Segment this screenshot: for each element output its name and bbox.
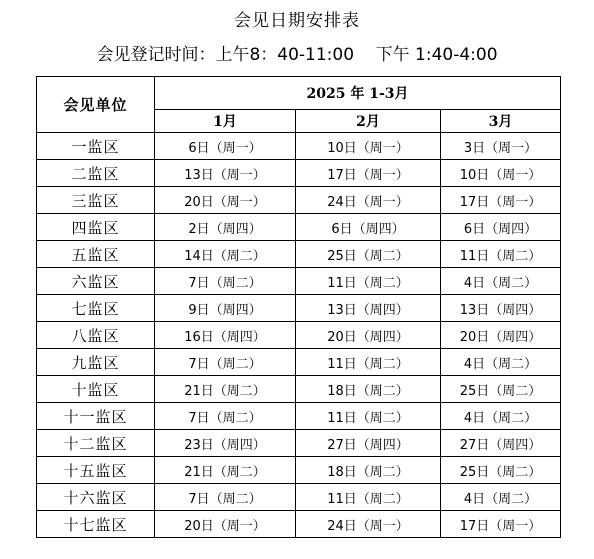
unit-column-header: 会见单位: [37, 77, 155, 133]
february-date-cell: 10日（周一）: [296, 133, 441, 160]
february-date-cell: 24日（周一）: [296, 187, 441, 214]
january-date-cell: 6日（周一）: [155, 133, 296, 160]
february-date-cell: 18日（周二）: [296, 376, 441, 403]
month-header-jan: 1月: [155, 109, 296, 132]
unit-cell: 四监区: [37, 214, 155, 241]
january-date-cell: 20日（周一）: [155, 187, 296, 214]
january-date-cell: 13日（周一）: [155, 160, 296, 187]
february-date-cell: 24日（周一）: [296, 511, 441, 538]
unit-cell: 二监区: [37, 160, 155, 187]
march-date-cell: 17日（周一）: [441, 511, 561, 538]
schedule-rows: [37, 133, 561, 538]
table-row: [37, 457, 561, 484]
unit-cell: 十六监区: [37, 484, 155, 511]
january-date-cell: 21日（周二）: [155, 457, 296, 484]
table-row: [37, 268, 561, 295]
march-date-cell: 4日（周二）: [441, 349, 561, 376]
unit-cell: 六监区: [37, 268, 155, 295]
table-row: [37, 376, 561, 403]
january-date-cell: 7日（周二）: [155, 349, 296, 376]
period-header: 2025 年 1-3月: [155, 77, 561, 110]
january-date-cell: 14日（周二）: [155, 241, 296, 268]
march-date-cell: 20日（周四）: [441, 322, 561, 349]
unit-cell: 三监区: [37, 187, 155, 214]
month-header-feb: 2月: [296, 109, 441, 132]
february-date-cell: 11日（周二）: [296, 403, 441, 430]
january-date-cell: 7日（周二）: [155, 403, 296, 430]
unit-cell: 十五监区: [37, 457, 155, 484]
table-row: [37, 160, 561, 187]
february-date-cell: 25日（周二）: [296, 241, 441, 268]
february-date-cell: 6日（周四）: [296, 214, 441, 241]
february-date-cell: 27日（周四）: [296, 430, 441, 457]
march-date-cell: 11日（周二）: [441, 241, 561, 268]
january-date-cell: 21日（周二）: [155, 376, 296, 403]
march-date-cell: 4日（周二）: [441, 403, 561, 430]
january-date-cell: 23日（周四）: [155, 430, 296, 457]
table-row: [37, 430, 561, 457]
march-date-cell: 13日（周四）: [441, 295, 561, 322]
unit-cell: 十七监区: [37, 511, 155, 538]
february-date-cell: 11日（周二）: [296, 349, 441, 376]
page-title: 会见日期安排表: [234, 11, 360, 31]
march-date-cell: 25日（周二）: [441, 376, 561, 403]
unit-cell: 五监区: [37, 241, 155, 268]
march-date-cell: 3日（周一）: [441, 133, 561, 160]
unit-cell: 八监区: [37, 322, 155, 349]
january-date-cell: 20日（周一）: [155, 511, 296, 538]
unit-cell: 一监区: [37, 133, 155, 160]
february-date-cell: 18日（周二）: [296, 457, 441, 484]
march-date-cell: 6日（周四）: [441, 214, 561, 241]
january-date-cell: 7日（周二）: [155, 484, 296, 511]
table-row: [37, 187, 561, 214]
march-date-cell: 10日（周一）: [441, 160, 561, 187]
schedule-table: [36, 76, 561, 538]
february-date-cell: 20日（周四）: [296, 322, 441, 349]
table-row: [37, 349, 561, 376]
unit-cell: 九监区: [37, 349, 155, 376]
table-row: [37, 484, 561, 511]
march-date-cell: 4日（周二）: [441, 484, 561, 511]
table-row: [37, 322, 561, 349]
table-row: [37, 403, 561, 430]
march-date-cell: 4日（周二）: [441, 268, 561, 295]
january-date-cell: 2日（周四）: [155, 214, 296, 241]
march-date-cell: 17日（周一）: [441, 187, 561, 214]
table-row: [37, 241, 561, 268]
february-date-cell: 17日（周一）: [296, 160, 441, 187]
table-row: [37, 214, 561, 241]
january-date-cell: 16日（周四）: [155, 322, 296, 349]
table-row: [37, 295, 561, 322]
february-date-cell: 11日（周二）: [296, 268, 441, 295]
table-row: [37, 511, 561, 538]
january-date-cell: 7日（周二）: [155, 268, 296, 295]
february-date-cell: 13日（周四）: [296, 295, 441, 322]
table-header-row: [37, 77, 561, 110]
table-row: [37, 133, 561, 160]
march-date-cell: 27日（周四）: [441, 430, 561, 457]
registration-hours: 会见登记时间：上午8：40-11:00 下午 1:40-4:00: [96, 45, 498, 65]
unit-cell: 十二监区: [37, 430, 155, 457]
month-header-mar: 3月: [441, 109, 561, 132]
march-date-cell: 25日（周二）: [441, 457, 561, 484]
unit-cell: 七监区: [37, 295, 155, 322]
february-date-cell: 11日（周二）: [296, 484, 441, 511]
unit-cell: 十一监区: [37, 403, 155, 430]
unit-cell: 十监区: [37, 376, 155, 403]
january-date-cell: 9日（周四）: [155, 295, 296, 322]
